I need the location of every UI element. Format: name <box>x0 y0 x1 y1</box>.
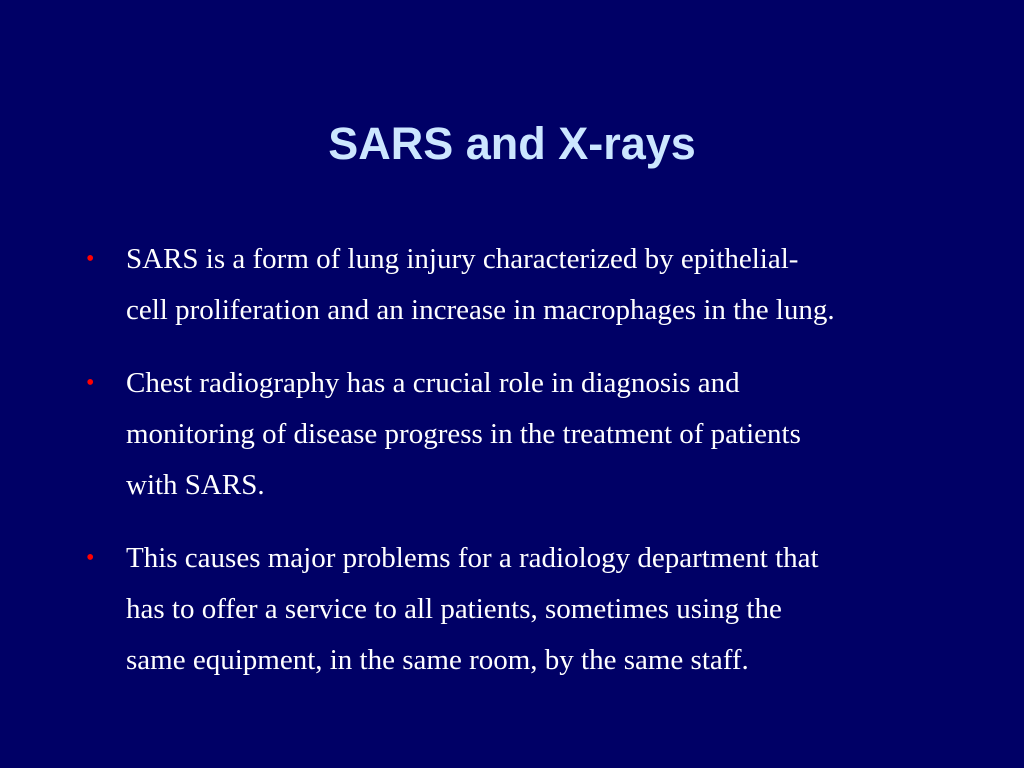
bullet-line: cell proliferation and an increase in macrophages in the lung. <box>126 294 835 326</box>
bullet-item <box>86 533 986 686</box>
bullet-line: SARS is a form of lung injury characterized by epithelial- <box>126 243 799 275</box>
bullet-line: monitoring of disease progress in the treatment of patients <box>126 418 801 450</box>
bullet-item <box>86 358 986 511</box>
bullet-item <box>86 234 986 336</box>
slide-title: SARS and X-rays <box>328 118 696 169</box>
bullet-line: Chest radiography has a crucial role in diagnosis and <box>126 367 740 399</box>
bullet-list <box>86 234 986 708</box>
bullet-line: This causes major problems for a radiology department that <box>126 542 819 574</box>
bullet-dot-icon: • <box>86 246 95 272</box>
bullet-line: with SARS. <box>126 469 265 501</box>
bullet-line: same equipment, in the same room, by the same staff. <box>126 644 749 676</box>
bullet-line: has to offer a service to all patients, sometimes using the <box>126 593 782 625</box>
bullet-dot-icon: • <box>86 545 95 571</box>
bullet-dot-icon: • <box>86 370 95 396</box>
